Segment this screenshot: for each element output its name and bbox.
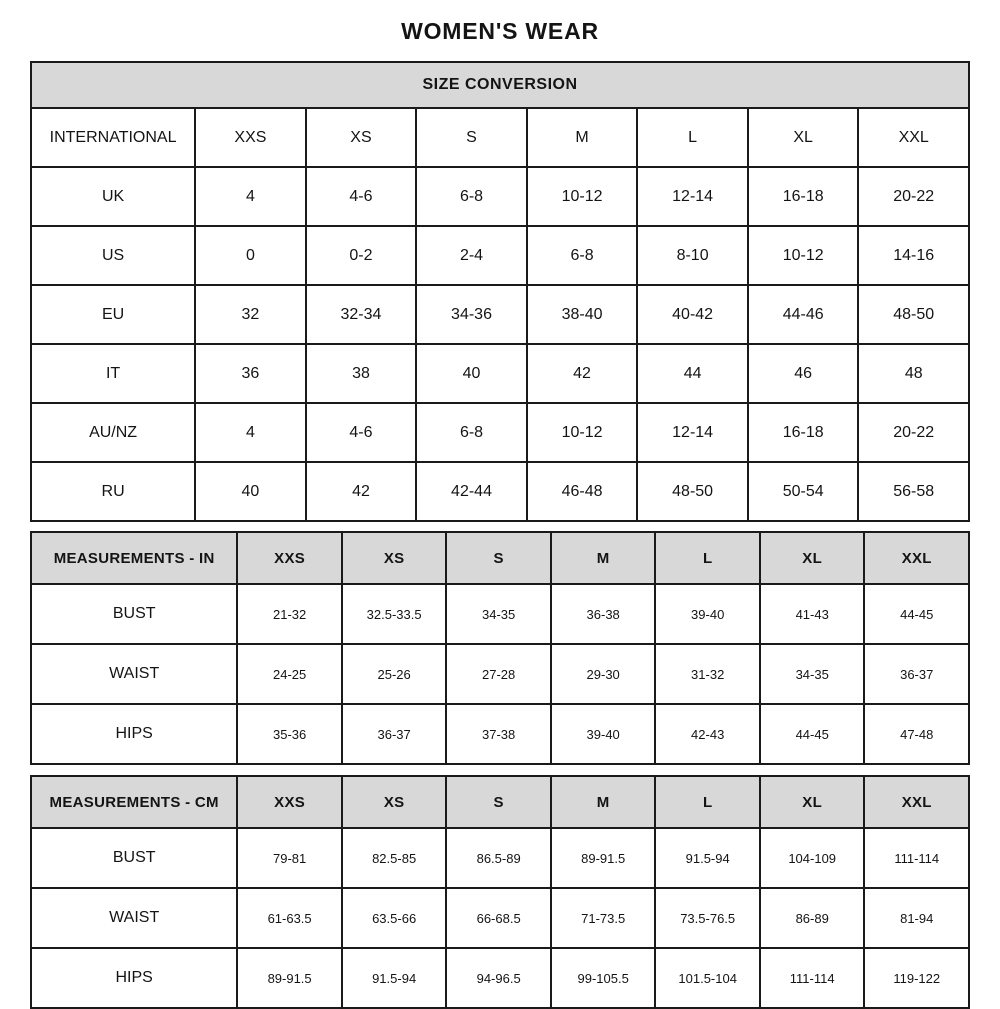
size-value-cell: 42 xyxy=(306,462,417,521)
row-label: IT xyxy=(31,344,195,403)
size-value-cell: 8-10 xyxy=(637,226,748,285)
measurement-cell: 41-43 xyxy=(760,584,865,644)
size-value-cell: XXL xyxy=(858,108,969,167)
measurement-cell: 101.5-104 xyxy=(655,948,760,1008)
measurement-cell: 37-38 xyxy=(446,704,551,764)
table-row xyxy=(31,285,969,344)
measurement-cell: 89-91.5 xyxy=(551,828,656,888)
size-value-cell: 48-50 xyxy=(858,285,969,344)
row-label: HIPS xyxy=(31,704,237,764)
size-value-cell: 50-54 xyxy=(748,462,859,521)
size-value-cell: 4 xyxy=(195,167,306,226)
row-label: INTERNATIONAL xyxy=(31,108,195,167)
size-header-cell: L xyxy=(655,532,760,584)
size-value-cell: 20-22 xyxy=(858,403,969,462)
table-row xyxy=(31,108,969,167)
size-value-cell: L xyxy=(637,108,748,167)
size-header-cell: M xyxy=(551,532,656,584)
measurement-cell: 21-32 xyxy=(237,584,342,644)
size-value-cell: 48-50 xyxy=(637,462,748,521)
size-value-cell: 12-14 xyxy=(637,403,748,462)
size-header-cell: XXS xyxy=(237,776,342,828)
size-value-cell: 10-12 xyxy=(527,167,638,226)
measurement-cell: 39-40 xyxy=(551,704,656,764)
measurement-cell: 104-109 xyxy=(760,828,865,888)
size-value-cell: 14-16 xyxy=(858,226,969,285)
page-title: WOMEN'S WEAR xyxy=(401,18,599,44)
measurement-cell: 94-96.5 xyxy=(446,948,551,1008)
size-value-cell: 12-14 xyxy=(637,167,748,226)
size-header-cell: S xyxy=(446,532,551,584)
measurement-cell: 29-30 xyxy=(551,644,656,704)
measurement-cell: 42-43 xyxy=(655,704,760,764)
size-value-cell: 6-8 xyxy=(527,226,638,285)
measurements-in-table xyxy=(30,531,970,765)
measurement-cell: 36-38 xyxy=(551,584,656,644)
size-value-cell: 44 xyxy=(637,344,748,403)
measurement-cell: 99-105.5 xyxy=(551,948,656,1008)
measurement-cell: 63.5-66 xyxy=(342,888,447,948)
measurement-cell: 25-26 xyxy=(342,644,447,704)
table-header-row xyxy=(31,532,969,584)
size-value-cell: 46-48 xyxy=(527,462,638,521)
table-row xyxy=(31,948,969,1008)
size-conversion-table xyxy=(30,61,970,522)
table-row xyxy=(31,462,969,521)
measurement-cell: 36-37 xyxy=(864,644,969,704)
measurement-cell: 47-48 xyxy=(864,704,969,764)
table-header-row xyxy=(31,62,969,108)
measurement-cell: 44-45 xyxy=(864,584,969,644)
measurement-cell: 24-25 xyxy=(237,644,342,704)
size-value-cell: 16-18 xyxy=(748,403,859,462)
size-header-cell: M xyxy=(551,776,656,828)
size-header-cell: S xyxy=(446,776,551,828)
size-value-cell: 56-58 xyxy=(858,462,969,521)
measurement-cell: 32.5-33.5 xyxy=(342,584,447,644)
table-row xyxy=(31,704,969,764)
size-value-cell: 2-4 xyxy=(416,226,527,285)
size-value-cell: 4-6 xyxy=(306,403,417,462)
size-header-cell: XL xyxy=(760,532,865,584)
measurement-cell: 31-32 xyxy=(655,644,760,704)
table-row xyxy=(31,644,969,704)
measurements-cm-table xyxy=(30,775,970,1009)
row-label: RU xyxy=(31,462,195,521)
size-value-cell: 0 xyxy=(195,226,306,285)
table-row xyxy=(31,344,969,403)
size-value-cell: 40-42 xyxy=(637,285,748,344)
measurement-cell: 91.5-94 xyxy=(655,828,760,888)
table-row xyxy=(31,226,969,285)
measurement-cell: 34-35 xyxy=(760,644,865,704)
measurement-cell: 79-81 xyxy=(237,828,342,888)
row-label: BUST xyxy=(31,828,237,888)
measurement-cell: 39-40 xyxy=(655,584,760,644)
size-value-cell: 44-46 xyxy=(748,285,859,344)
size-value-cell: 40 xyxy=(195,462,306,521)
measurement-cell: 86-89 xyxy=(760,888,865,948)
size-value-cell: 34-36 xyxy=(416,285,527,344)
measurement-cell: 71-73.5 xyxy=(551,888,656,948)
measurement-cell: 73.5-76.5 xyxy=(655,888,760,948)
table-row xyxy=(31,584,969,644)
size-value-cell: 16-18 xyxy=(748,167,859,226)
size-header-cell: XS xyxy=(342,776,447,828)
size-conversion-title: SIZE CONVERSION xyxy=(31,62,969,108)
size-value-cell: 10-12 xyxy=(748,226,859,285)
measurement-cell: 66-68.5 xyxy=(446,888,551,948)
table-header-row xyxy=(31,776,969,828)
size-value-cell: 4-6 xyxy=(306,167,417,226)
size-value-cell: 4 xyxy=(195,403,306,462)
size-value-cell: 40 xyxy=(416,344,527,403)
row-label: UK xyxy=(31,167,195,226)
size-header-cell: XXL xyxy=(864,532,969,584)
size-value-cell: 32 xyxy=(195,285,306,344)
table-row xyxy=(31,888,969,948)
measurements-in-title: MEASUREMENTS - IN xyxy=(31,532,237,584)
table-row xyxy=(31,403,969,462)
measurement-cell: 61-63.5 xyxy=(237,888,342,948)
measurement-cell: 36-37 xyxy=(342,704,447,764)
size-header-cell: XS xyxy=(342,532,447,584)
row-label: WAIST xyxy=(31,644,237,704)
size-value-cell: XS xyxy=(306,108,417,167)
measurement-cell: 89-91.5 xyxy=(237,948,342,1008)
row-label: BUST xyxy=(31,584,237,644)
size-value-cell: 32-34 xyxy=(306,285,417,344)
size-value-cell: 0-2 xyxy=(306,226,417,285)
measurement-cell: 91.5-94 xyxy=(342,948,447,1008)
row-label: WAIST xyxy=(31,888,237,948)
measurement-cell: 111-114 xyxy=(864,828,969,888)
size-header-cell: L xyxy=(655,776,760,828)
size-value-cell: S xyxy=(416,108,527,167)
size-value-cell: XXS xyxy=(195,108,306,167)
size-header-cell: XXL xyxy=(864,776,969,828)
measurements-cm-title: MEASUREMENTS - CM xyxy=(31,776,237,828)
size-value-cell: 20-22 xyxy=(858,167,969,226)
size-header-cell: XXS xyxy=(237,532,342,584)
size-header-cell: XL xyxy=(760,776,865,828)
size-value-cell: 38-40 xyxy=(527,285,638,344)
row-label: AU/NZ xyxy=(31,403,195,462)
measurement-cell: 81-94 xyxy=(864,888,969,948)
size-value-cell: XL xyxy=(748,108,859,167)
size-value-cell: 46 xyxy=(748,344,859,403)
table-row xyxy=(31,828,969,888)
size-value-cell: 48 xyxy=(858,344,969,403)
size-value-cell: 42 xyxy=(527,344,638,403)
size-value-cell: 10-12 xyxy=(527,403,638,462)
table-row xyxy=(31,167,969,226)
size-value-cell: M xyxy=(527,108,638,167)
size-value-cell: 42-44 xyxy=(416,462,527,521)
row-label: HIPS xyxy=(31,948,237,1008)
measurement-cell: 34-35 xyxy=(446,584,551,644)
measurement-cell: 27-28 xyxy=(446,644,551,704)
size-value-cell: 38 xyxy=(306,344,417,403)
measurement-cell: 119-122 xyxy=(864,948,969,1008)
measurement-cell: 44-45 xyxy=(760,704,865,764)
measurement-cell: 35-36 xyxy=(237,704,342,764)
size-value-cell: 36 xyxy=(195,344,306,403)
size-value-cell: 6-8 xyxy=(416,403,527,462)
row-label: EU xyxy=(31,285,195,344)
size-value-cell: 6-8 xyxy=(416,167,527,226)
measurement-cell: 86.5-89 xyxy=(446,828,551,888)
measurement-cell: 111-114 xyxy=(760,948,865,1008)
row-label: US xyxy=(31,226,195,285)
measurement-cell: 82.5-85 xyxy=(342,828,447,888)
